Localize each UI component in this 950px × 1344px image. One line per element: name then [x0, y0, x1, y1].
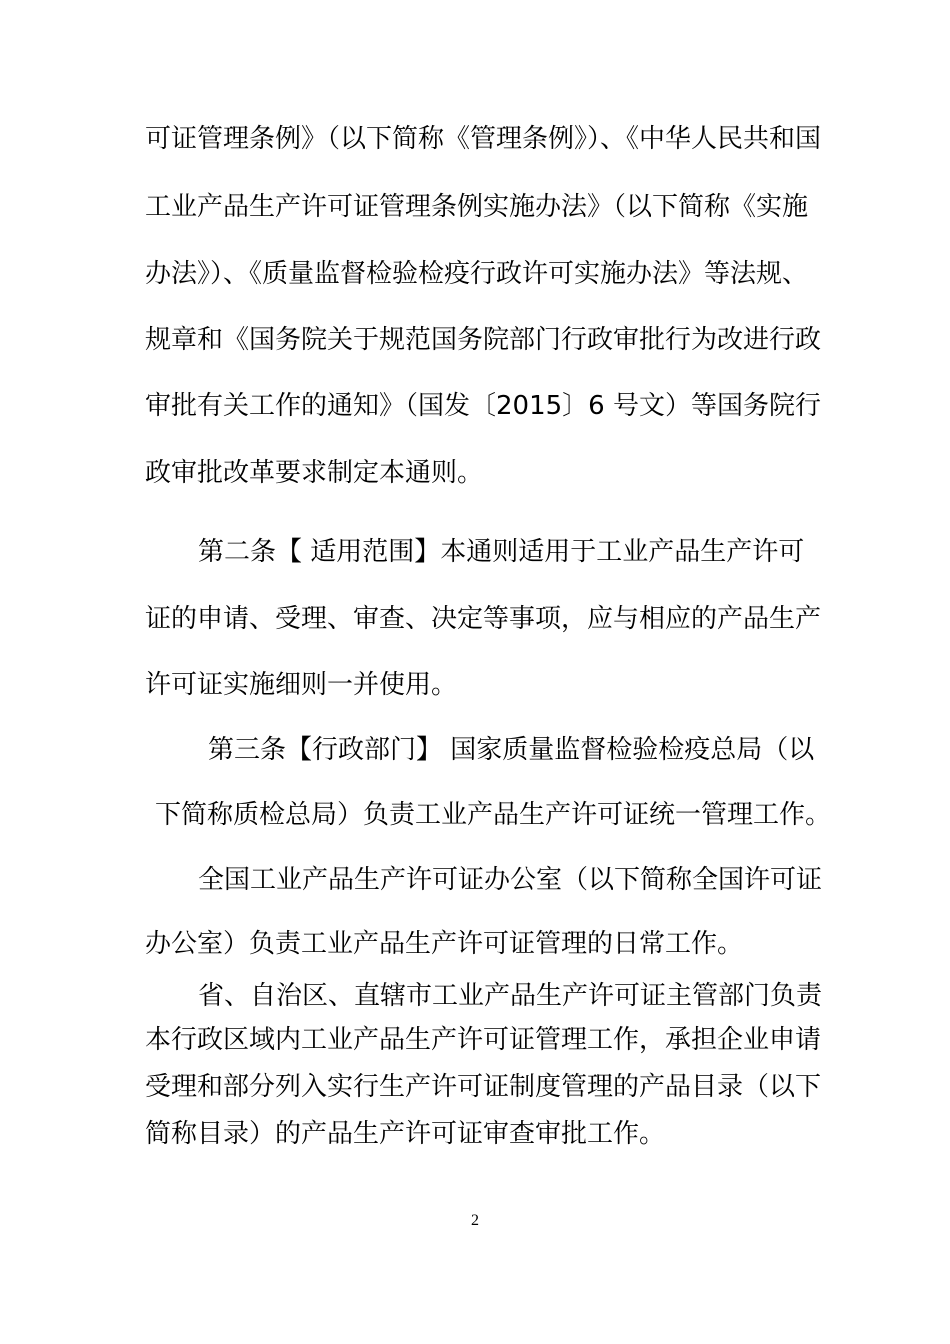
text-line: 办公室）负责工业产品生产许可证管理的日常工作。: [145, 929, 744, 959]
page-number: 2: [471, 1212, 479, 1229]
article-2-heading-line: 第二条【 适用范围】本通则适用于工业产品生产许可: [198, 537, 805, 567]
text-line: 简称目录）的产品生产许可证审查审批工作。: [145, 1119, 666, 1149]
text-line: 规章和《国务院关于规范国务院部门行政审批行为改进行政: [145, 325, 822, 355]
article-3-heading-line: 第三条【行政部门】 国家质量监督检验检疫总局（以: [208, 735, 815, 765]
text-line: 下简称质检总局）负责工业产品生产许可证统一管理工作。: [155, 800, 832, 830]
text-line: 受理和部分列入实行生产许可证制度管理的产品目录（以下: [145, 1072, 822, 1102]
paragraph-start-line: 省、自治区、直辖市工业产品生产许可证主管部门负责: [198, 981, 823, 1011]
text-line: 审批有关工作的通知》（国发〔2015〕6 号文）等国务院行: [145, 391, 821, 421]
text-line: 可证管理条例》（以下简称《管理条例》）、《中华人民共和国: [145, 124, 822, 154]
text-line: 证的申请、受理、审查、决定等事项，应与相应的产品生产: [145, 604, 822, 634]
text-line: 本行政区域内工业产品生产许可证管理工作，承担企业申请: [145, 1025, 822, 1055]
text-line: 办法》）、《质量监督检验检疫行政许可实施办法》等法规、: [145, 259, 809, 289]
paragraph-start-line: 全国工业产品生产许可证办公室（以下简称全国许可证: [198, 865, 823, 895]
text-line: 工业产品生产许可证管理条例实施办法》（以下简称《实施: [145, 192, 809, 222]
text-line: 许可证实施细则一并使用。: [145, 670, 458, 700]
text-line: 政审批改革要求制定本通则。: [145, 458, 484, 488]
